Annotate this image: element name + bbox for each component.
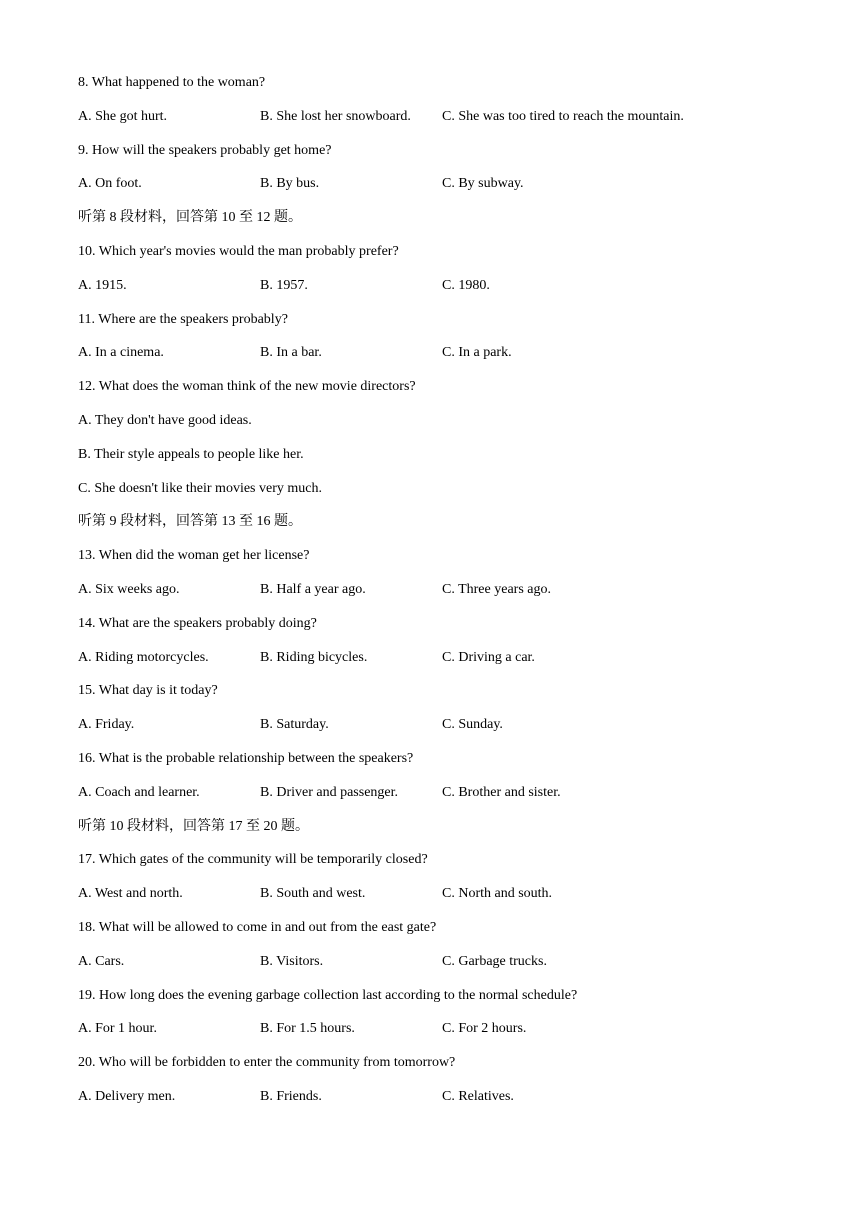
option-a: A. For 1 hour. [78, 1021, 157, 1037]
question-text: 15. What day is it today? [78, 683, 218, 699]
option-a: A. Six weeks ago. [78, 581, 180, 597]
option-a: A. Cars. [78, 953, 125, 969]
option-b: B. Saturday. [260, 717, 329, 733]
answer-options [78, 649, 798, 683]
option-c: C. Sunday. [442, 717, 503, 733]
question-text: 16. What is the probable relationship between the speakers? [78, 750, 414, 766]
option-b: B. Driver and passenger. [260, 784, 399, 800]
answer-options [78, 581, 798, 615]
option-a: A. West and north. [78, 886, 183, 902]
option-b: B. Riding bicycles. [260, 649, 368, 665]
question-text: 10. Which year's movies would the man probably prefer? [78, 243, 399, 259]
question-text: 13. When did the woman get her license? [78, 548, 310, 564]
section-instruction: 听第 8 段材料，回答第 10 至 12 题。 [78, 210, 302, 226]
question-text: 14. What are the speakers probably doing? [78, 615, 317, 631]
option-c: C. In a park. [442, 345, 512, 361]
answer-options [78, 716, 798, 750]
option-b: B. In a bar. [260, 345, 322, 361]
exam-content [78, 74, 798, 1122]
option-a: A. In a cinema. [78, 345, 164, 361]
option-c: C. Driving a car. [442, 649, 535, 665]
option-c: C. North and south. [442, 886, 553, 902]
question-text: 11. Where are the speakers probably? [78, 311, 288, 327]
answer-options [78, 175, 798, 209]
option-b: B. By bus. [260, 176, 320, 192]
option-a: A. She got hurt. [78, 108, 168, 124]
answer-option-line: B. Their style appeals to people like her. [78, 446, 304, 462]
option-c: C. For 2 hours. [442, 1021, 527, 1037]
question-text: 8. What happened to the woman? [78, 75, 266, 90]
option-c: C. By subway. [442, 176, 524, 192]
option-a: A. Coach and learner. [78, 784, 200, 800]
option-a: A. Friday. [78, 717, 135, 733]
option-b: B. 1957. [260, 277, 308, 293]
answer-options [78, 277, 798, 311]
option-c: C. Relatives. [442, 1088, 514, 1104]
question-text: 19. How long does the evening garbage collection last according to the normal schedule? [78, 987, 578, 1003]
answer-options [78, 784, 798, 818]
question-text: 18. What will be allowed to come in and out from the east gate? [78, 919, 437, 935]
option-c: C. Three years ago. [442, 581, 551, 597]
option-a: A. Delivery men. [78, 1088, 176, 1104]
option-b: B. Visitors. [260, 953, 324, 969]
question-text: 20. Who will be forbidden to enter the community from tomorrow? [78, 1055, 456, 1071]
section-instruction: 听第 10 段材料，回答第 17 至 20 题。 [78, 818, 309, 834]
answer-option-line: C. She doesn't like their movies very much. [78, 480, 322, 496]
option-b: B. Half a year ago. [260, 581, 366, 597]
option-c: C. 1980. [442, 277, 490, 293]
answer-options [78, 108, 798, 142]
answer-options [78, 1088, 798, 1122]
option-a: A. Riding motorcycles. [78, 649, 209, 665]
option-c: C. She was too tired to reach the mountain. [442, 108, 684, 124]
option-b: B. For 1.5 hours. [260, 1021, 355, 1037]
option-a: A. On foot. [78, 176, 142, 192]
option-b: B. Friends. [260, 1088, 322, 1104]
answer-options [78, 344, 798, 378]
question-text: 12. What does the woman think of the new movie directors? [78, 379, 416, 395]
option-c: C. Brother and sister. [442, 784, 561, 800]
option-c: C. Garbage trucks. [442, 953, 547, 969]
section-instruction: 听第 9 段材料，回答第 13 至 16 题。 [78, 514, 302, 530]
option-b: B. She lost her snowboard. [260, 108, 411, 124]
answer-options [78, 885, 798, 919]
question-text: 17. Which gates of the community will be temporarily closed? [78, 852, 428, 868]
answer-options [78, 1020, 798, 1054]
option-b: B. South and west. [260, 886, 366, 902]
question-text: 9. How will the speakers probably get home? [78, 142, 332, 158]
answer-options [78, 953, 798, 987]
answer-option-line: A. They don't have good ideas. [78, 412, 252, 428]
option-a: A. 1915. [78, 277, 127, 293]
